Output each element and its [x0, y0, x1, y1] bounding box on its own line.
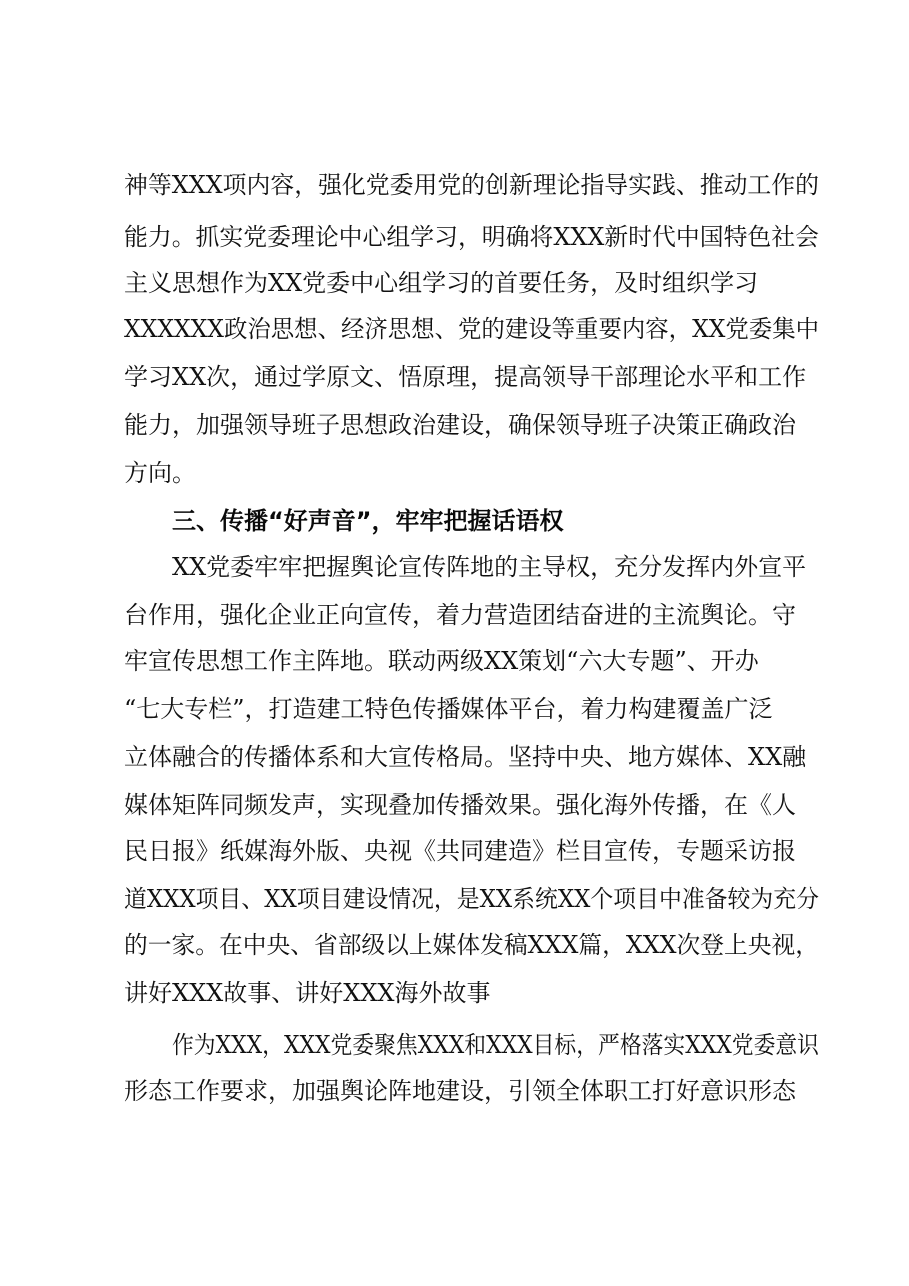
section-heading: 三、传播“好声音”，牢牢把握话语权	[172, 507, 564, 535]
body-text-line: 形态工作要求，加强舆论阵地建设，引领全体职工打好意识形态	[124, 1077, 796, 1105]
body-text-line: 讲好XXX故事、讲好XXX海外故事	[124, 979, 491, 1007]
body-text-line: XXXXXX政治思想、经济思想、党的建设等重要内容，XX党委集中	[124, 315, 820, 343]
body-text-line: 民日报》纸媒海外版、央视《共同建造》栏目宣传，专题采访报	[124, 837, 796, 865]
body-text-line: 能力。抓实党委理论中心组学习，明确将XXX新时代中国特色社会	[124, 223, 820, 251]
body-text-line: 的一家。在中央、省部级以上媒体发稿XXX篇，XXX次登上央视，	[124, 931, 819, 959]
body-text-line: 台作用，强化企业正向宣传，着力营造团结奋进的主流舆论。守	[124, 601, 796, 629]
body-text-line: 神等XXX项内容，强化党委用党的创新理论指导实践、推动工作的	[124, 171, 820, 199]
body-text-line: 主义思想作为XX党委中心组学习的首要任务，及时组织学习	[124, 269, 759, 297]
body-text-line: 媒体矩阵同频发声，实现叠加传播效果。强化海外传播，在《人	[124, 791, 796, 819]
body-text-line: 立体融合的传播体系和大宣传格局。坚持中央、地方媒体、XX融	[124, 743, 807, 771]
body-text-line: 方向。	[124, 459, 196, 487]
body-text-line: 学习XX次，通过学原文、悟原理，提高领导干部理论水平和工作	[124, 363, 807, 391]
body-text-line: 作为XXX，XXX党委聚焦XXX和XXX目标，严格落实XXX党委意识	[172, 1031, 819, 1059]
body-text-line: 道XXX项目、XX项目建设情况，是XX系统XX个项目中准备较为充分	[124, 885, 819, 913]
body-text-line: XX党委牢牢把握舆论宣传阵地的主导权，充分发挥内外宣平	[172, 553, 807, 581]
body-text-line: 能力，加强领导班子思想政治建设，确保领导班子决策正确政治	[124, 411, 796, 439]
body-text-line: “七大专栏”，打造建工特色传播媒体平台，着力构建覆盖广泛	[124, 695, 773, 723]
body-text-line: 牢宣传思想工作主阵地。联动两级XX策划“六大专题”、开办	[124, 647, 759, 675]
